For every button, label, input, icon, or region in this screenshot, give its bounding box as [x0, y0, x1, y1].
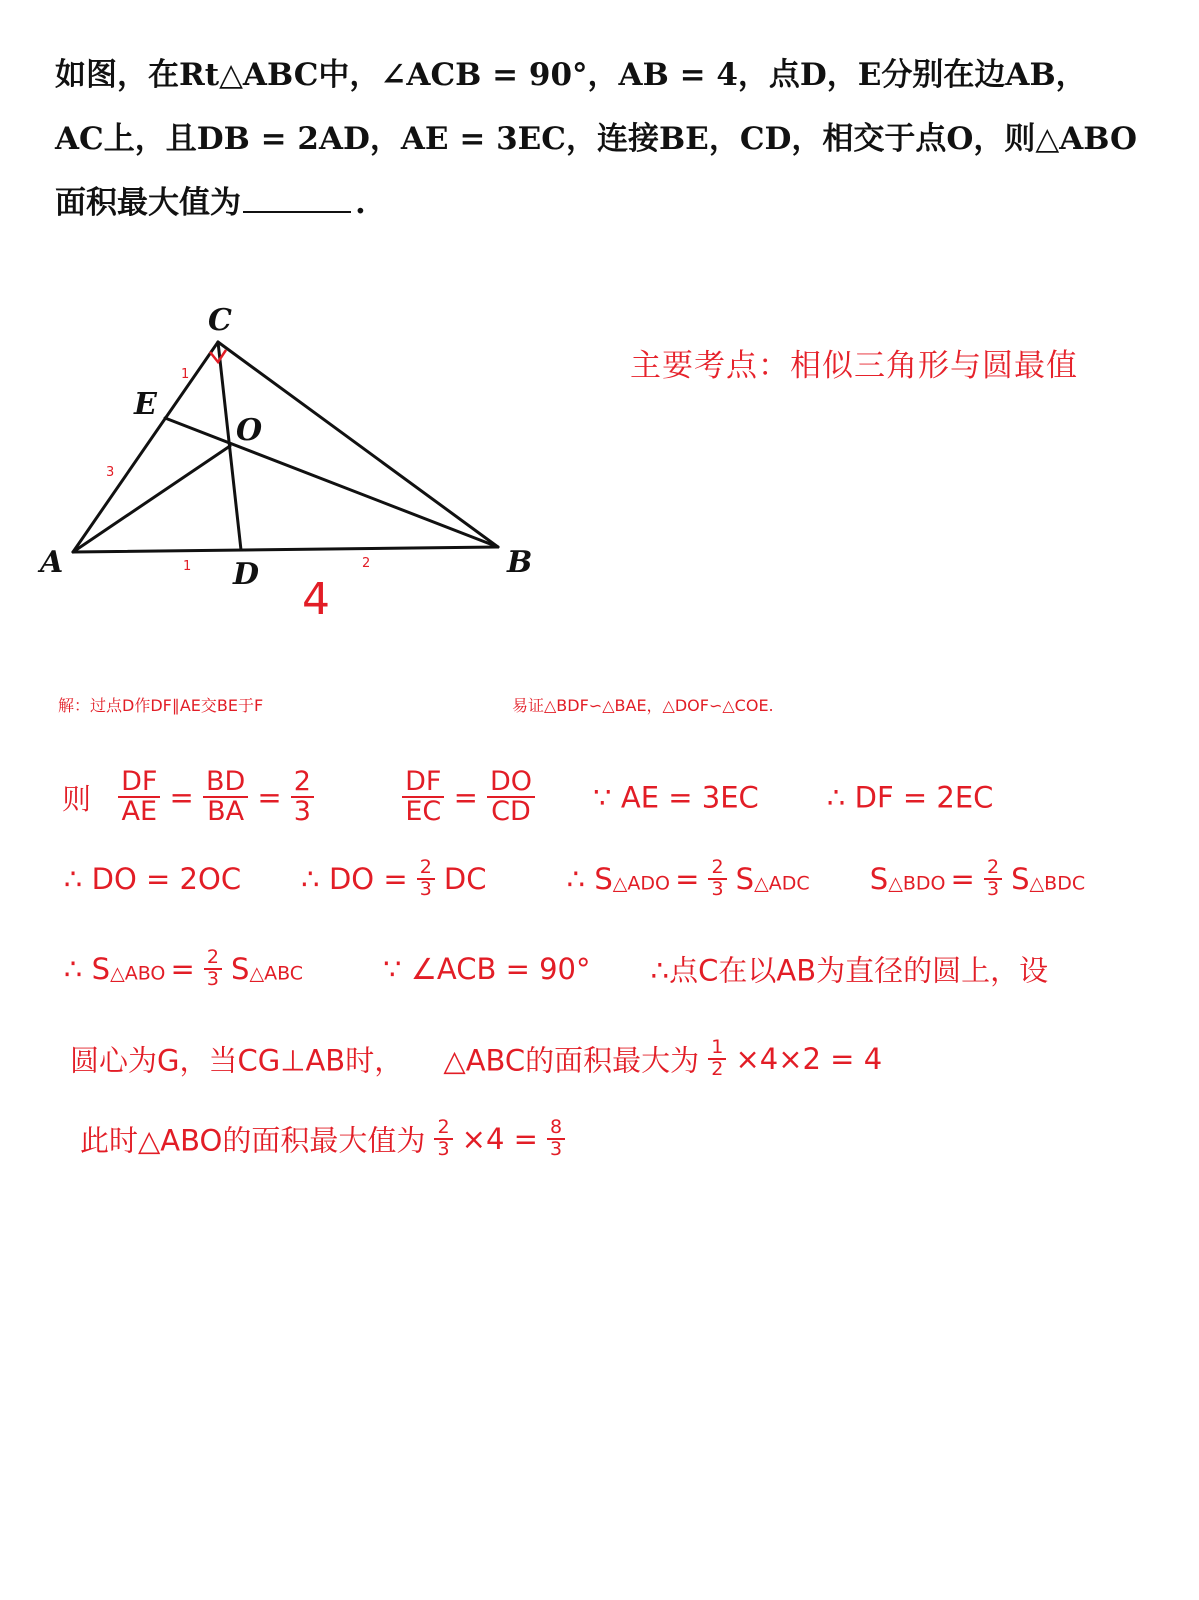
solution-line-4: ∴ S△ABO = $\frac{2}{3}$ S△ABC ∵ ∠ACB = 90° ∴点C在以AB为直径的圆上，设 — [64, 946, 1049, 990]
fraction-two-thirds: $\frac{2}{3}$ — [291, 768, 314, 827]
segment-be — [165, 418, 498, 547]
label-a: A — [40, 545, 64, 580]
solution-line-3: ∴ DO = 2OC ∴ DO = $\frac{2}{3}$ DC ∴ S△ADO = $\frac{2}{3}$ S△ADC S△BDO = $\frac{2}{3}$ S△BDC — [64, 856, 1086, 900]
triangle-figure — [0, 0, 1199, 640]
solution-line-1b: 易证△BDF∽△BAE，△DOF∽△COE. — [512, 696, 774, 715]
fraction-two-thirds-abc: $\frac{2}{3}$ — [204, 948, 222, 990]
problem-line-3-end: . — [355, 185, 366, 221]
solution-line-2: 则 $\frac{DF}{AE}$ = $\frac{BD}{BA}$ = $\frac{2}{3}$ $\frac{DF}{EC}$ = $\frac{DO}{CD}$ ∵ AE = 3EC ∴ DF = 2EC — [62, 766, 994, 828]
seg-label-ad: 1 — [183, 559, 192, 574]
fraction-one-half: $\frac{1}{2}$ — [708, 1038, 726, 1080]
therefore-df-2ec: ∴ DF = 2EC — [826, 780, 994, 815]
label-o: O — [236, 413, 263, 448]
fraction-df-ec: $\frac{DF}{EC}$ — [402, 768, 444, 827]
fraction-do-cd: $\frac{DO}{CD}$ — [487, 768, 535, 827]
ab-length-label: 4 — [302, 574, 330, 625]
because-ae-3ec: ∵ AE = 3EC — [593, 780, 759, 815]
seg-label-ae: 3 — [106, 465, 115, 480]
fraction-df-ae: $\frac{DF}{AE}$ — [118, 768, 160, 827]
label-b: B — [507, 545, 533, 580]
solution-line-1a: 解：过点D作DF∥AE交BE于F — [58, 696, 264, 715]
fraction-two-thirds-final: $\frac{2}{3}$ — [434, 1118, 452, 1160]
topic-note: 主要考点：相似三角形与圆最值 — [630, 348, 1078, 384]
segment-ao — [73, 446, 230, 552]
label-e: E — [134, 387, 157, 422]
fraction-two-thirds-bdc: $\frac{2}{3}$ — [984, 858, 1002, 900]
seg-label-db: 2 — [362, 556, 371, 571]
fraction-two-thirds-do: $\frac{2}{3}$ — [417, 858, 435, 900]
label-c: C — [208, 303, 232, 338]
fraction-bd-ba: $\frac{BD}{BA}$ — [203, 768, 248, 827]
then-label: 则 — [62, 781, 92, 816]
fraction-two-thirds-adc: $\frac{2}{3}$ — [708, 858, 726, 900]
problem-line-2: AC上，且DB = 2AD，AE = 3EC，连接BE，CD，相交于点O，则△ABO — [55, 121, 1138, 157]
problem-line-3-text: 面积最大值为 — [55, 185, 241, 221]
label-d: D — [233, 557, 260, 592]
seg-label-ec: 1 — [181, 367, 190, 382]
problem-line-1: 如图，在Rt△ABC中，∠ACB = 90°，AB = 4，点D，E分别在边AB， — [55, 57, 1087, 93]
solution-line-6: 此时△ABO的面积最大值为 $\frac{2}{3}$ ×4 = $\frac{8}{3}$ — [80, 1118, 1080, 1160]
side-ac — [73, 342, 218, 552]
fraction-eight-thirds: $\frac{8}{3}$ — [547, 1118, 565, 1160]
solution-line-5: 圆心为G，当CG⊥AB时， △ABC的面积最大为 $\frac{1}{2}$ ×4×2 = 4 — [70, 1036, 883, 1080]
side-ab — [73, 547, 498, 552]
